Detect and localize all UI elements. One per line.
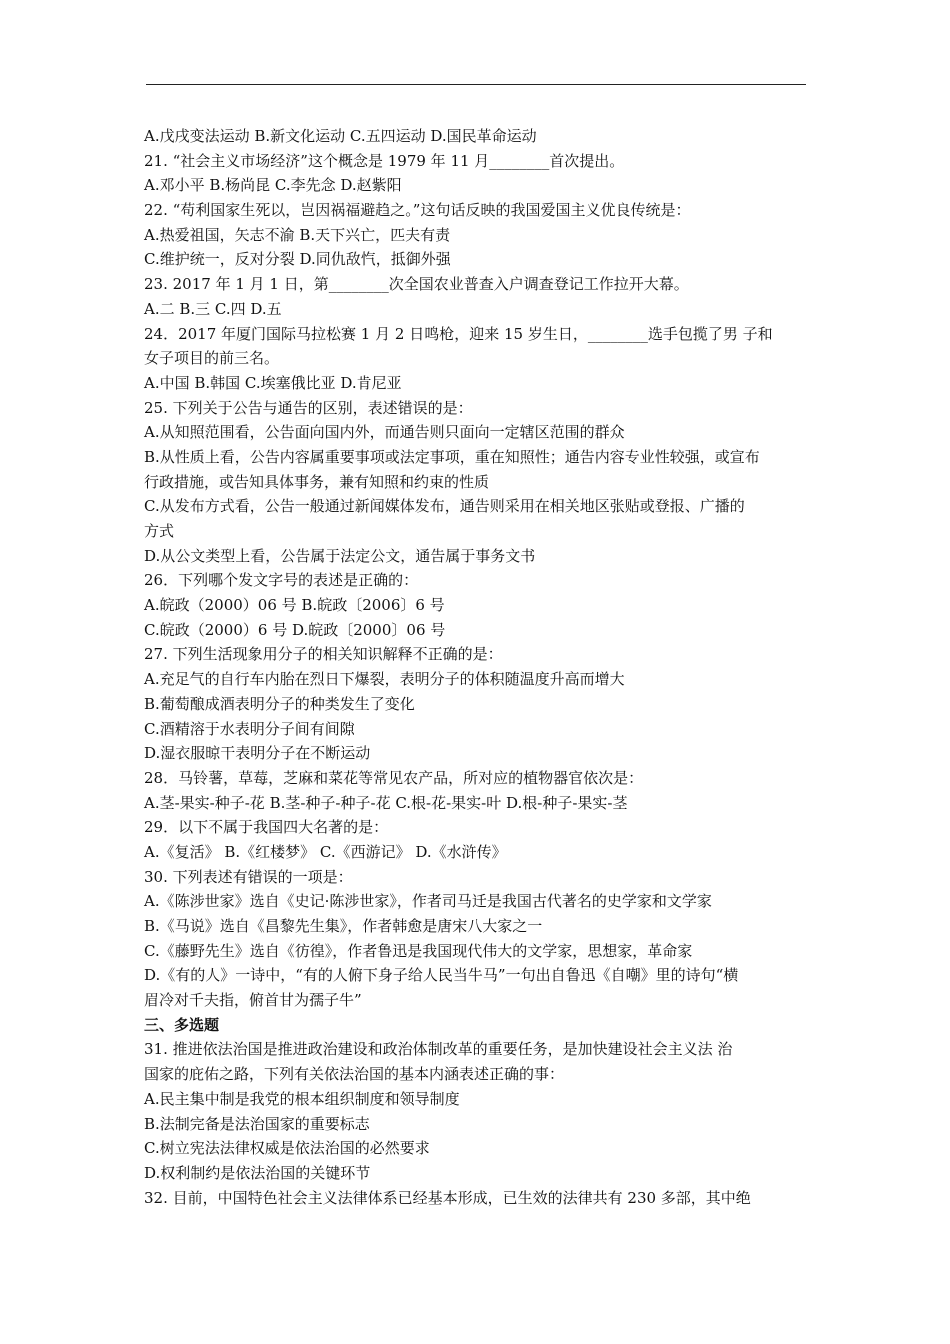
q30-option-a: A.《陈涉世家》选自《史记·陈涉世家》，作者司马迁是我国古代著名的史学家和文学家 <box>144 892 712 911</box>
q28-stem: 28．马铃薯，草莓，芝麻和菜花等常见农产品，所对应的植物器官依次是： <box>144 768 644 787</box>
q24-stem: 24．2017 年厦门国际马拉松赛 1 月 2 日鸣枪，迎来 15 岁生日，________选手包揽了男 子和 <box>144 324 773 343</box>
section-heading-multiple-choice: 三、多选题 <box>144 1015 220 1034</box>
q30-option-d: D.《有的人》一诗中，“有的人俯下身子给人民当牛马”一句出自鲁迅《自嘲》里的诗句“横 <box>144 966 739 985</box>
q30-option-c: C.《藤野先生》选自《彷徨》，作者鲁迅是我国现代伟大的文学家，思想家，革命家 <box>144 941 693 960</box>
q27-option-b: B.葡萄酿成酒表明分子的种类发生了变化 <box>144 694 415 713</box>
q31-option-a: A.民主集中制是我党的根本组织制度和领导制度 <box>144 1089 460 1108</box>
q22-stem: 22. “苟利国家生死以，岂因祸福避趋之。”这句话反映的我国爱国主义优良传统是： <box>144 201 691 220</box>
q31-option-b: B.法制完备是法治国家的重要标志 <box>144 1114 370 1133</box>
q26-options-ab: A.皖政（2000）06 号 B.皖政〔2006〕6 号 <box>144 596 445 615</box>
header-rule <box>146 84 806 85</box>
q25-option-c: C.从发布方式看，公告一般通过新闻媒体发布，通告则采用在相关地区张贴或登报、广播的 <box>144 497 745 516</box>
q31-stem: 31. 推进依法治国是推进政治建设和政治体制改革的重要任务，是加快建设社会主义法 治 <box>144 1040 733 1059</box>
q25-option-b-cont: 行政措施，或告知具体事务，兼有知照和约束的性质 <box>144 472 490 491</box>
document-body <box>144 124 808 1210</box>
q28-options: A.茎-果实-种子-花 B.茎-种子-种子-花 C.根-花-果实-叶 D.根-种子-果实-茎 <box>144 793 628 812</box>
q21-stem: 21. “社会主义市场经济”这个概念是 1979 年 11 月________首次提出。 <box>144 151 625 170</box>
q30-stem: 30. 下列表述有错误的一项是： <box>144 867 353 886</box>
q24-options: A.中国 B.韩国 C.埃塞俄比亚 D.肯尼亚 <box>144 373 402 392</box>
q26-options-cd: C.皖政（2000）6 号 D.皖政〔2000〕06 号 <box>144 620 446 639</box>
q31-option-d: D.权利制约是依法治国的关键环节 <box>144 1163 371 1182</box>
q30-option-b: B.《马说》选自《昌黎先生集》，作者韩愈是唐宋八大家之一 <box>144 917 543 935</box>
q26-stem: 26．下列哪个发文字号的表述是正确的： <box>144 571 419 590</box>
q25-option-a: A.从知照范围看，公告面向国内外，而通告则只面向一定辖区范围的群众 <box>144 423 625 442</box>
q29-stem: 29．以下不属于我国四大名著的是： <box>144 818 389 837</box>
q25-option-c-cont: 方式 <box>144 522 175 540</box>
q31-option-c: C.树立宪法法律权威是依法治国的必然要求 <box>144 1139 430 1158</box>
q27-option-c: C.酒精溶于水表明分子间有间隙 <box>144 719 355 738</box>
q20-options: A.戊戌变法运动 B.新文化运动 C.五四运动 D.国民革命运动 <box>144 127 537 145</box>
q29-options: A.《复活》 B.《红楼梦》 C.《西游记》 D.《水浒传》 <box>144 842 507 861</box>
q25-option-b: B.从性质上看，公告内容属重要事项或法定事项，重在知照性；通告内容专业性较强，或宣布 <box>144 447 760 466</box>
q22-options-cd: C.维护统一，反对分裂 D.同仇敌忾，抵御外强 <box>144 250 451 269</box>
q23-options: A.二 B.三 C.四 D.五 <box>144 299 282 318</box>
q31-stem-cont: 国家的庇佑之路，下列有关依法治国的基本内涵表述正确的事： <box>144 1065 565 1084</box>
q25-stem: 25. 下列关于公告与通告的区别，表述错误的是： <box>144 398 473 417</box>
q32-stem: 32. 目前，中国特色社会主义法律体系已经基本形成，已生效的法律共有 230 多部，其中绝 <box>144 1188 751 1207</box>
q21-options: A.邓小平 B.杨尚昆 C.李先念 D.赵紫阳 <box>144 176 402 195</box>
q27-stem: 27. 下列生活现象用分子的相关知识解释不正确的是： <box>144 645 503 664</box>
q24-stem-cont: 女子项目的前三名。 <box>144 349 280 368</box>
q22-options-ab: A.热爱祖国，矢志不渝 B.天下兴亡，匹夫有责 <box>144 225 451 244</box>
q30-option-d-cont: 眉冷对千夫指，俯首甘为孺子牛” <box>144 991 362 1010</box>
q27-option-a: A.充足气的自行车内胎在烈日下爆裂，表明分子的体积随温度升高而增大 <box>144 670 625 689</box>
q23-stem: 23. 2017 年 1 月 1 日，第________次全国农业普查入户调查登记工作拉开大幕。 <box>144 275 689 294</box>
q25-option-d: D.从公文类型上看，公告属于法定公文，通告属于事务文书 <box>144 546 536 565</box>
q27-option-d: D.湿衣服晾干表明分子在不断运动 <box>144 744 371 763</box>
